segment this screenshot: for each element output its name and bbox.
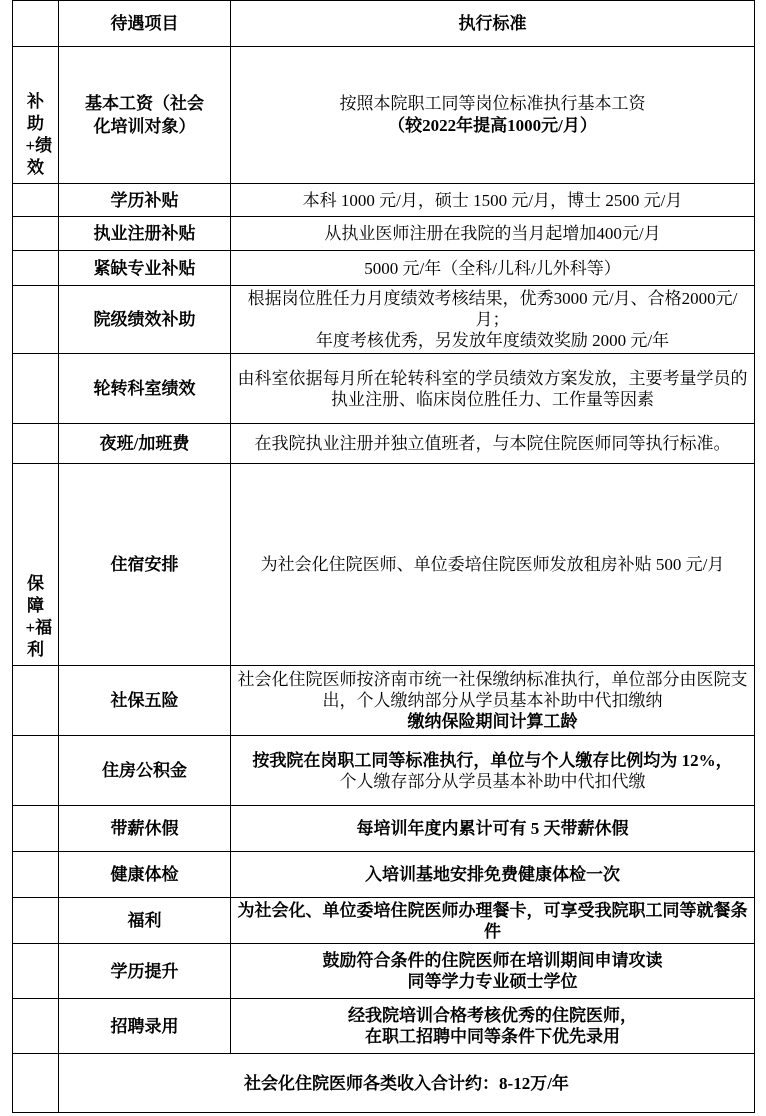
category-cell [13,736,59,806]
category-cell-security-welfare [13,464,59,666]
item-paid-leave [59,806,231,852]
standard-social-insurance [231,666,755,736]
item-welfare [59,898,231,944]
category-cell [13,1054,59,1113]
standard-housing-fund [231,736,755,806]
item-label: 招聘录用 [110,1016,179,1036]
standard-text-emphasis: 按我院在岗职工同等标准执行，单位与个人缴存比例均为 12%， [252,750,733,770]
standard-recruitment [231,999,755,1054]
item-license-registration-allowance [59,217,231,251]
standard-text: 按照本院职工同等岗位标准执行基本工资 [339,94,646,113]
total-income-cell [59,1054,755,1113]
category-cell-supplement-performance [13,47,59,184]
header-standard-label: 执行标准 [458,14,527,33]
standard-text: 年度考核优秀，另发放年度绩效奖励 2000 元/年 [315,331,670,350]
standard-text: 在我院执业注册并独立值班者，与本院住院医师同等执行标准。 [254,434,731,453]
standard-accommodation [231,464,755,666]
standard-education-allowance [231,184,755,217]
item-housing-fund [59,736,231,806]
item-label: 轮转科室绩效 [93,379,196,398]
item-social-insurance [59,666,231,736]
standard-text-emphasis: （较2022年提高1000元/月） [388,116,597,135]
category-cell [13,217,59,251]
standard-hospital-performance-subsidy [231,286,755,354]
category-cell [13,666,59,736]
category-cell [13,424,59,464]
item-basic-salary [59,47,231,184]
item-rotation-department-performance [59,354,231,424]
category-label: 保障+福利 [25,574,53,659]
header-item-label: 待遇项目 [110,14,179,33]
standard-basic-salary [231,47,755,184]
standard-text: 5000 元/年（全科/儿科/儿外科等） [364,258,621,278]
item-label: 院级绩效补助 [93,310,196,329]
standard-text: 根据岗位胜任力月度绩效考核结果，优秀3000 元/月、合格2000元/月； [247,289,738,329]
standard-text: 每培训年度内累计可有 5 天带薪休假 [356,819,629,838]
item-label: 学历补贴 [110,190,179,210]
item-education-upgrade [59,944,231,999]
standard-text: 同等学力专业硕士学位 [407,972,578,991]
standard-license-registration-allowance [231,217,755,251]
category-cell [13,944,59,999]
total-income-text: 社会化住院医师各类收入合计约：8-12万/年 [244,1073,569,1093]
item-label: 社保五险 [110,691,179,710]
standard-text: 执业注册、临床岗位胜任力、工作量等因素 [331,389,654,409]
item-label: 紧缺专业补贴 [93,258,196,278]
header-category-cell [13,1,59,47]
standard-text: 个人缴存部分从学员基本补助中代扣代缴 [339,771,646,791]
item-label: 住宿安排 [110,555,179,574]
item-label: 执业注册补贴 [93,224,196,243]
benefits-table [12,0,755,1113]
standard-text: 社会化住院医师按济南市统一社保缴纳标准执行，单位部分由医院支出，个人缴纳部分从学员基本补助中代扣缴纳 [237,670,748,710]
category-cell [13,999,59,1054]
standard-text: 鼓励符合条件的住院医师在培训期间申请攻读 [322,951,663,970]
standard-text: 本科 1000 元/月，硕士 1500 元/月，博士 2500 元/月 [302,190,683,210]
category-label: 补助+绩效 [25,92,53,177]
category-cell [13,806,59,852]
standard-night-overtime-pay [231,424,755,464]
standard-text: 从执业医师注册在我院的当月起增加400元/月 [324,224,661,243]
standard-health-checkup [231,852,755,898]
item-label: 学历提升 [110,961,179,981]
standard-text: 为社会化、单位委培住院医师办理餐卡，可享受我院职工同等就餐条件 [237,900,748,941]
standard-text: 入培训基地安排免费健康体检一次 [365,865,620,884]
category-cell [13,354,59,424]
standard-text-emphasis: 缴纳保险期间计算工龄 [407,712,578,731]
category-cell [13,286,59,354]
standard-rotation-department-performance [231,354,755,424]
standard-text: 在职工招聘中同等条件下优先录用 [365,1027,620,1046]
item-label: 福利 [127,911,162,930]
header-standard-cell [231,1,755,47]
standard-shortage-specialty-allowance [231,251,755,286]
standard-text: 为社会化住院医师、单位委培住院医师发放租房补贴 500 元/月 [260,555,725,574]
standard-paid-leave [231,806,755,852]
header-item-cell [59,1,231,47]
standard-education-upgrade [231,944,755,999]
category-cell [13,898,59,944]
item-hospital-performance-subsidy [59,286,231,354]
item-shortage-specialty-allowance [59,251,231,286]
item-accommodation [59,464,231,666]
item-label: 住房公积金 [102,761,187,780]
item-health-checkup [59,852,231,898]
item-recruitment [59,999,231,1054]
item-label: 基本工资（社会化培训对象） [85,94,204,136]
category-cell [13,852,59,898]
category-cell [13,184,59,217]
standard-text: 由科室依据每月所在轮转科室的学员绩效方案发放，主要考量学员的 [237,368,748,388]
category-cell [13,251,59,286]
item-label: 健康体检 [110,865,179,884]
standard-welfare [231,898,755,944]
item-education-allowance [59,184,231,217]
item-label: 夜班/加班费 [99,434,190,453]
item-night-overtime-pay [59,424,231,464]
standard-text: 经我院培训合格考核优秀的住院医师， [348,1006,637,1025]
item-label: 带薪休假 [110,819,179,838]
